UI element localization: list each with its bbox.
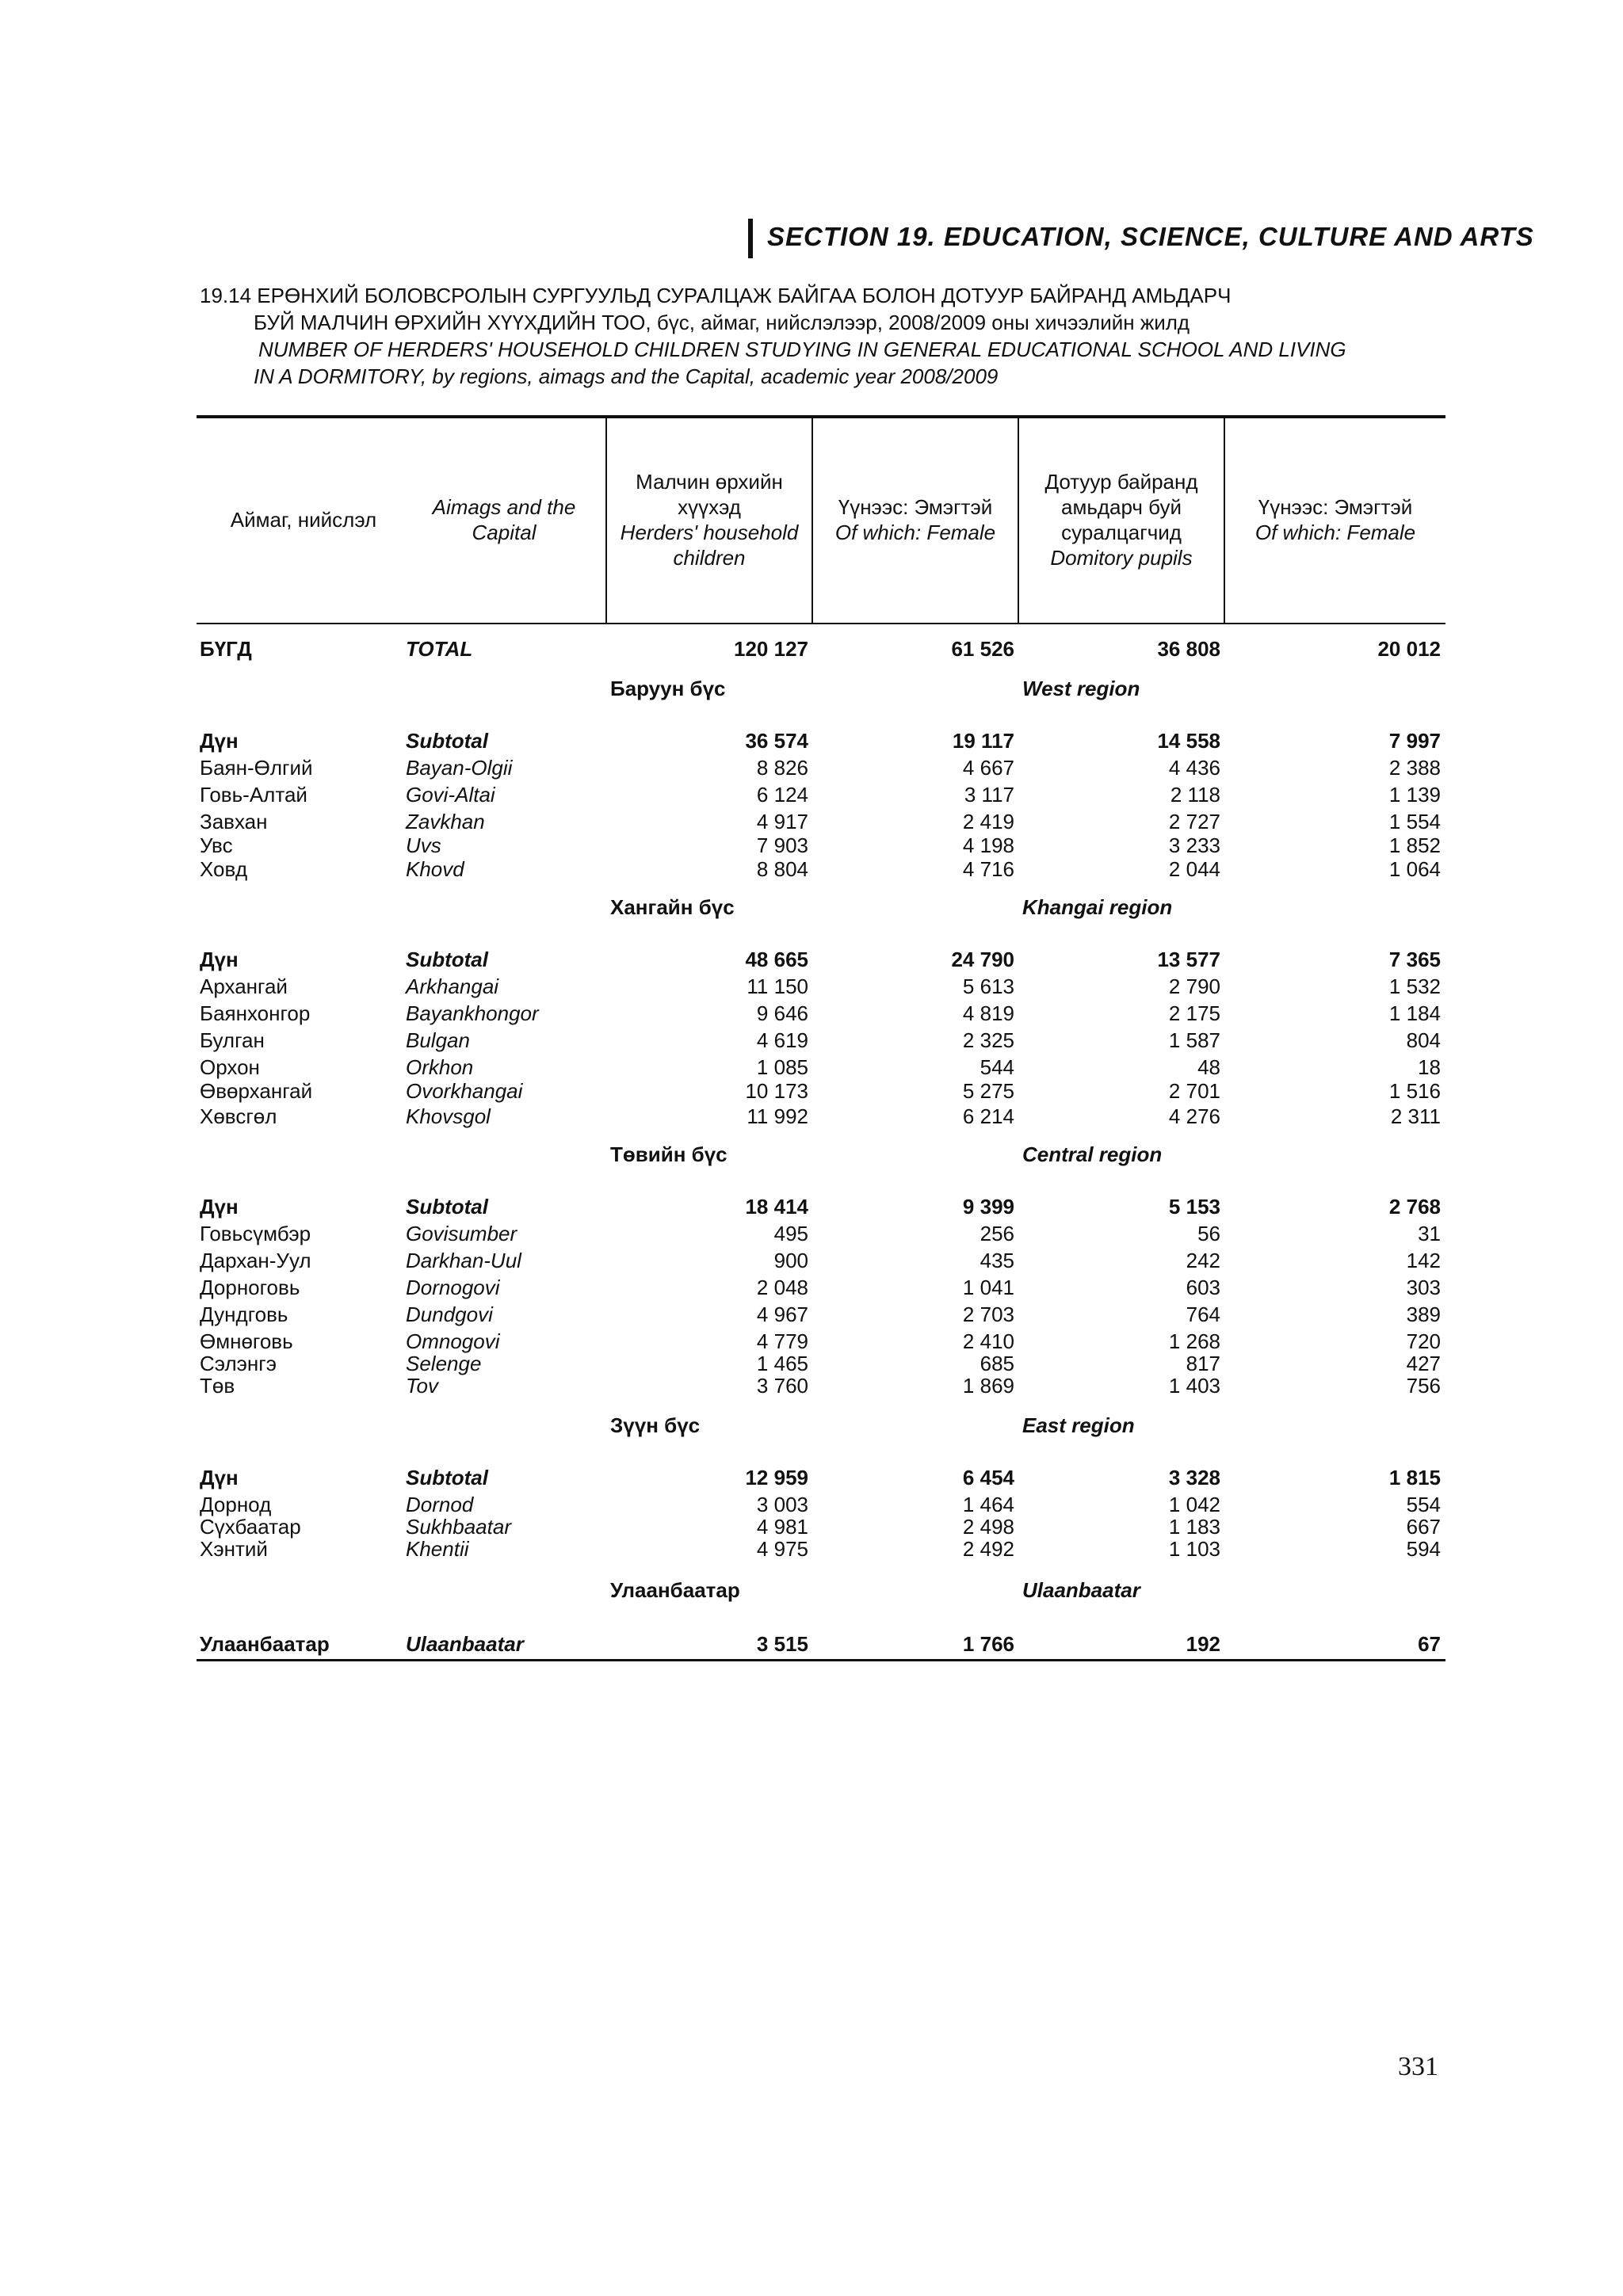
page-number: 331: [1398, 2052, 1438, 2081]
cell-female: 1 041: [962, 1276, 1014, 1299]
table-row: [0, 1302, 1623, 1328]
cell-female: 24 790: [951, 948, 1014, 971]
cell-female: 9 399: [962, 1195, 1014, 1219]
cell-female: 19 117: [952, 729, 1014, 753]
row-name-mn: Өвөрхангай: [200, 1079, 313, 1103]
cell-female: 6 214: [962, 1104, 1014, 1128]
row-name-en: Bulgan: [406, 1028, 470, 1052]
row-name-en: Govi-Altai: [406, 783, 495, 807]
region-label-en: Central region: [1022, 1142, 1163, 1166]
row-name-mn: Булган: [200, 1028, 265, 1052]
region-label-mn: Улаанбаатар: [610, 1578, 740, 1602]
cell-dormitory: 1 103: [1168, 1537, 1220, 1561]
cell-dormitory: 1 042: [1168, 1493, 1220, 1516]
cell-herders-children: 18 414: [745, 1195, 808, 1219]
cell-dormitory: 603: [1186, 1276, 1220, 1299]
row-name-en: Ulaanbaatar: [406, 1632, 524, 1656]
header-aimag-en: Aimags and the Capital: [432, 495, 576, 544]
table-row: [0, 1001, 1623, 1027]
row-name-en: Dornod: [406, 1493, 474, 1516]
cell-herders-children: 48 665: [745, 948, 808, 971]
row-name-mn: Архангай: [200, 974, 288, 998]
cell-dormitory-female: 2 311: [1390, 1104, 1441, 1128]
cell-herders-children: 11 150: [747, 974, 808, 998]
row-name-mn: Төв: [200, 1374, 235, 1398]
cell-dormitory-female: 2 768: [1388, 1195, 1441, 1219]
table-title-line-1: 19.14 ЕРӨНХИЙ БОЛОВСРОЛЫН СУРГУУЛЬД СУРАЛЦАЖ БАЙГАА БОЛОН ДОТУУР БАЙРАНД АМЬДАРЧ: [200, 284, 1232, 307]
table-row: [0, 974, 1623, 1000]
table-title-line-3: NUMBER OF HERDERS' HOUSEHOLD CHILDREN STUDYING IN GENERAL EDUCATIONAL SCHOOL AND LIVING: [258, 338, 1346, 361]
cell-female: 685: [980, 1352, 1014, 1375]
cell-dormitory: 3 328: [1168, 1466, 1220, 1489]
cell-herders-children: 3 760: [756, 1374, 808, 1398]
row-name-en: Subtotal: [406, 948, 488, 971]
cell-female: 256: [980, 1222, 1014, 1245]
cell-dormitory-female: 18: [1418, 1055, 1441, 1079]
cell-dormitory-female: 1 815: [1388, 1466, 1441, 1489]
cell-female: 2 419: [962, 810, 1014, 833]
table-row: [0, 857, 1623, 883]
row-name-en: Khovd: [406, 857, 464, 881]
row-name-en: Omnogovi: [406, 1329, 500, 1353]
row-name-mn: Баянхонгор: [200, 1001, 311, 1025]
row-name-mn: Хөвсгөл: [200, 1104, 277, 1128]
cell-dormitory: 4 436: [1168, 756, 1220, 780]
subtotal-row: [0, 1466, 1623, 1491]
header-aimag-mn: Аймаг, нийслэл: [230, 508, 377, 532]
row-name-en: Uvs: [406, 833, 441, 857]
table-row: [0, 783, 1623, 808]
header-herders-children: Малчин өрхийн хүүхэд Herders' household children: [620, 470, 799, 570]
cell-dormitory: 242: [1186, 1249, 1220, 1272]
cell-dormitory: 1 183: [1168, 1515, 1220, 1539]
cell-dormitory-female: 1 532: [1388, 974, 1441, 998]
row-name-en: Khentii: [406, 1537, 469, 1561]
row-name-en: Govisumber: [406, 1222, 517, 1245]
row-name-mn: Орхон: [200, 1055, 260, 1079]
row-name-mn: БҮГД: [200, 637, 252, 661]
table-row: [0, 1055, 1623, 1081]
region-label-en: Khangai region: [1022, 895, 1173, 919]
cell-herders-children: 8 804: [756, 857, 808, 881]
region-label-en: East region: [1022, 1413, 1135, 1437]
cell-female: 4 819: [962, 1001, 1014, 1025]
row-name-en: Orkhon: [406, 1055, 474, 1079]
section-bar: [748, 219, 753, 258]
table-title-line-2: БУЙ МАЛЧИН ӨРХИЙН ХҮҮХДИЙН ТОО, бүс, аймаг, нийслэлээр, 2008/2009 оны хичээлийн жилд: [254, 311, 1190, 334]
cell-dormitory: 2 118: [1170, 783, 1220, 807]
cell-dormitory-female: 20 012: [1377, 637, 1441, 661]
table-row: [0, 1537, 1623, 1562]
cell-dormitory-female: 2 388: [1388, 756, 1441, 780]
cell-herders-children: 4 975: [756, 1537, 808, 1561]
cell-herders-children: 12 959: [745, 1466, 808, 1489]
region-label-mn: Зүүн бүс: [610, 1413, 701, 1437]
table-row: [0, 833, 1623, 859]
row-name-mn: Завхан: [200, 810, 268, 833]
cell-female: 6 454: [962, 1466, 1014, 1489]
table-row: [0, 1028, 1623, 1054]
cell-dormitory: 14 558: [1157, 729, 1220, 753]
total-row: [0, 637, 1623, 662]
cell-herders-children: 4 917: [756, 810, 808, 833]
cell-female: 2 703: [962, 1302, 1014, 1326]
cell-herders-children: 4 779: [756, 1329, 808, 1353]
cell-female: 1 464: [962, 1493, 1014, 1516]
table-row: [0, 1276, 1623, 1301]
table-row: [0, 1104, 1623, 1130]
cell-dormitory: 5 153: [1168, 1195, 1220, 1219]
row-name-en: Selenge: [406, 1352, 482, 1375]
cell-female: 61 526: [951, 637, 1014, 661]
row-name-mn: Дүн: [200, 729, 239, 753]
row-name-mn: Дорнод: [200, 1493, 272, 1516]
cell-dormitory: 2 175: [1168, 1001, 1220, 1025]
cell-herders-children: 36 574: [745, 729, 808, 753]
cell-dormitory: 2 701: [1168, 1079, 1220, 1103]
row-name-mn: Дүн: [200, 1195, 239, 1219]
table-row: [0, 810, 1623, 835]
row-name-en: Sukhbaatar: [406, 1515, 511, 1539]
section-title: SECTION 19. EDUCATION, SCIENCE, CULTURE AND ARTS: [767, 222, 1534, 251]
row-name-mn: Өмнөговь: [200, 1329, 293, 1353]
cell-female: 2 325: [962, 1028, 1014, 1052]
cell-herders-children: 9 646: [756, 1001, 808, 1025]
table-row: [0, 1374, 1623, 1399]
cell-female: 2 410: [962, 1329, 1014, 1353]
cell-dormitory: 36 808: [1157, 637, 1220, 661]
row-name-en: Khovsgol: [406, 1104, 491, 1128]
cell-dormitory-female: 594: [1406, 1537, 1441, 1561]
row-name-en: Dundgovi: [406, 1302, 493, 1326]
cell-dormitory: 48: [1197, 1055, 1220, 1079]
cell-dormitory-female: 720: [1406, 1329, 1441, 1353]
cell-herders-children: 3 515: [756, 1632, 808, 1656]
cell-dormitory-female: 1 516: [1388, 1079, 1441, 1103]
table-row: [0, 1249, 1623, 1274]
table-row: [0, 756, 1623, 781]
cell-dormitory: 2 044: [1168, 857, 1220, 881]
cell-herders-children: 6 124: [756, 783, 808, 807]
row-name-mn: Баян-Өлгий: [200, 756, 313, 780]
cell-dormitory-female: 303: [1406, 1276, 1441, 1299]
row-name-en: Bayankhongor: [406, 1001, 539, 1025]
cell-dormitory-female: 67: [1418, 1632, 1441, 1656]
cell-dormitory: 1 403: [1168, 1374, 1220, 1398]
row-name-mn: Сэлэнгэ: [200, 1352, 277, 1375]
cell-herders-children: 4 981: [756, 1515, 808, 1539]
cell-dormitory: 764: [1186, 1302, 1220, 1326]
row-name-mn: Говь-Алтай: [200, 783, 307, 807]
cell-herders-children: 10 173: [745, 1079, 808, 1103]
subtotal-row: [0, 729, 1623, 754]
row-name-en: Bayan-Olgii: [406, 756, 513, 780]
cell-herders-children: 7 903: [756, 833, 808, 857]
row-name-mn: Дорноговь: [200, 1276, 300, 1299]
cell-herders-children: 8 826: [756, 756, 808, 780]
cell-dormitory-female: 389: [1406, 1302, 1441, 1326]
row-name-mn: Увс: [200, 833, 233, 857]
cell-dormitory: 56: [1197, 1222, 1220, 1245]
cell-herders-children: 4 967: [756, 1302, 808, 1326]
cell-female: 4 716: [962, 857, 1014, 881]
header-bottom-rule: [197, 623, 1445, 624]
cell-herders-children: 4 619: [756, 1028, 808, 1052]
cell-female: 5 275: [962, 1079, 1014, 1103]
cell-dormitory: 1 587: [1168, 1028, 1220, 1052]
cell-herders-children: 900: [773, 1249, 808, 1272]
cell-dormitory: 2 727: [1168, 810, 1220, 833]
cell-female: 5 613: [962, 974, 1014, 998]
cell-dormitory-female: 756: [1406, 1374, 1441, 1398]
row-name-en: Tov: [406, 1374, 438, 1398]
cell-herders-children: 11 992: [747, 1104, 808, 1128]
cell-dormitory-female: 1 554: [1388, 810, 1441, 833]
table-title-line-4: IN A DORMITORY, by regions, aimags and the Capital, academic year 2008/2009: [254, 364, 999, 388]
cell-female: 3 117: [964, 783, 1014, 807]
cell-dormitory: 1 268: [1168, 1329, 1220, 1353]
cell-dormitory: 192: [1186, 1632, 1220, 1656]
cell-dormitory-female: 554: [1406, 1493, 1441, 1516]
region-label-mn: Төвийн бүс: [610, 1142, 727, 1166]
table-row: [0, 1222, 1623, 1247]
row-name-en: Ovorkhangai: [406, 1079, 523, 1103]
header-dormitory-pupils: Дотуур байранд амьдарч буй суралцагчид Domitory pupils: [1044, 470, 1198, 570]
row-name-mn: Дундговь: [200, 1302, 288, 1326]
row-name-en: Zavkhan: [406, 810, 485, 833]
cell-dormitory-female: 1 064: [1388, 857, 1441, 881]
row-name-mn: Хэнтий: [200, 1537, 268, 1561]
region-label-mn: Баруун бүс: [610, 677, 726, 700]
cell-female: 544: [980, 1055, 1014, 1079]
row-name-en: Dornogovi: [406, 1276, 500, 1299]
row-name-en: TOTAL: [406, 637, 473, 661]
cell-dormitory-female: 804: [1406, 1028, 1441, 1052]
cell-dormitory: 4 276: [1168, 1104, 1220, 1128]
cell-herders-children: 495: [773, 1222, 808, 1245]
cell-dormitory: 13 577: [1157, 948, 1220, 971]
cell-female: 2 498: [962, 1515, 1014, 1539]
header-female-1: Үүнээс: Эмэгтэй Of which: Female: [834, 495, 996, 544]
table-bottom-rule: [197, 1659, 1445, 1661]
cell-dormitory-female: 1 852: [1388, 833, 1441, 857]
cell-female: 4 198: [962, 833, 1014, 857]
cell-dormitory-female: 427: [1406, 1352, 1441, 1375]
cell-female: 2 492: [962, 1537, 1014, 1561]
cell-female: 435: [980, 1249, 1014, 1272]
cell-female: 1 766: [962, 1632, 1014, 1656]
row-name-mn: Дүн: [200, 1466, 239, 1489]
row-name-mn: Говьсүмбэр: [200, 1222, 311, 1245]
cell-dormitory-female: 31: [1418, 1222, 1441, 1245]
header-female-2: Үүнээс: Эмэгтэй Of which: Female: [1254, 495, 1416, 544]
row-name-mn: Дархан-Уул: [200, 1249, 311, 1272]
row-name-en: Darkhan-Uul: [406, 1249, 521, 1272]
cell-herders-children: 1 085: [756, 1055, 808, 1079]
cell-herders-children: 2 048: [756, 1276, 808, 1299]
region-label-en: Ulaanbaatar: [1022, 1578, 1140, 1602]
row-name-en: Subtotal: [406, 1195, 488, 1219]
subtotal-row: [0, 948, 1623, 973]
row-name-mn: Сүхбаатар: [200, 1515, 301, 1539]
region-label-en: West region: [1022, 677, 1140, 700]
cell-herders-children: 120 127: [734, 637, 808, 661]
cell-female: 1 869: [962, 1374, 1014, 1398]
row-name-en: Arkhangai: [406, 974, 499, 998]
cell-dormitory-female: 7 997: [1388, 729, 1441, 753]
cell-herders-children: 1 465: [756, 1352, 808, 1375]
cell-dormitory-female: 142: [1406, 1249, 1441, 1272]
cell-dormitory: 2 790: [1168, 974, 1220, 998]
table-row: [0, 1079, 1623, 1104]
row-name-mn: Улаанбаатар: [200, 1632, 330, 1656]
cell-dormitory-female: 1 139: [1388, 783, 1441, 807]
cell-female: 4 667: [962, 756, 1014, 780]
row-name-mn: Ховд: [200, 857, 248, 881]
table-top-rule: [197, 415, 1445, 418]
subtotal-row: [0, 1195, 1623, 1220]
row-name-mn: Дүн: [200, 948, 239, 971]
row-name-en: Subtotal: [406, 1466, 488, 1489]
subtotal-row: [0, 1632, 1623, 1657]
section-header: [748, 215, 1534, 260]
cell-dormitory-female: 1 184: [1388, 1001, 1441, 1025]
cell-dormitory-female: 667: [1406, 1515, 1441, 1539]
region-label-mn: Хангайн бүс: [610, 895, 735, 919]
cell-herders-children: 3 003: [756, 1493, 808, 1516]
row-name-en: Subtotal: [406, 729, 488, 753]
cell-dormitory-female: 7 365: [1388, 948, 1441, 971]
cell-dormitory: 3 233: [1168, 833, 1220, 857]
cell-dormitory: 817: [1186, 1352, 1220, 1375]
